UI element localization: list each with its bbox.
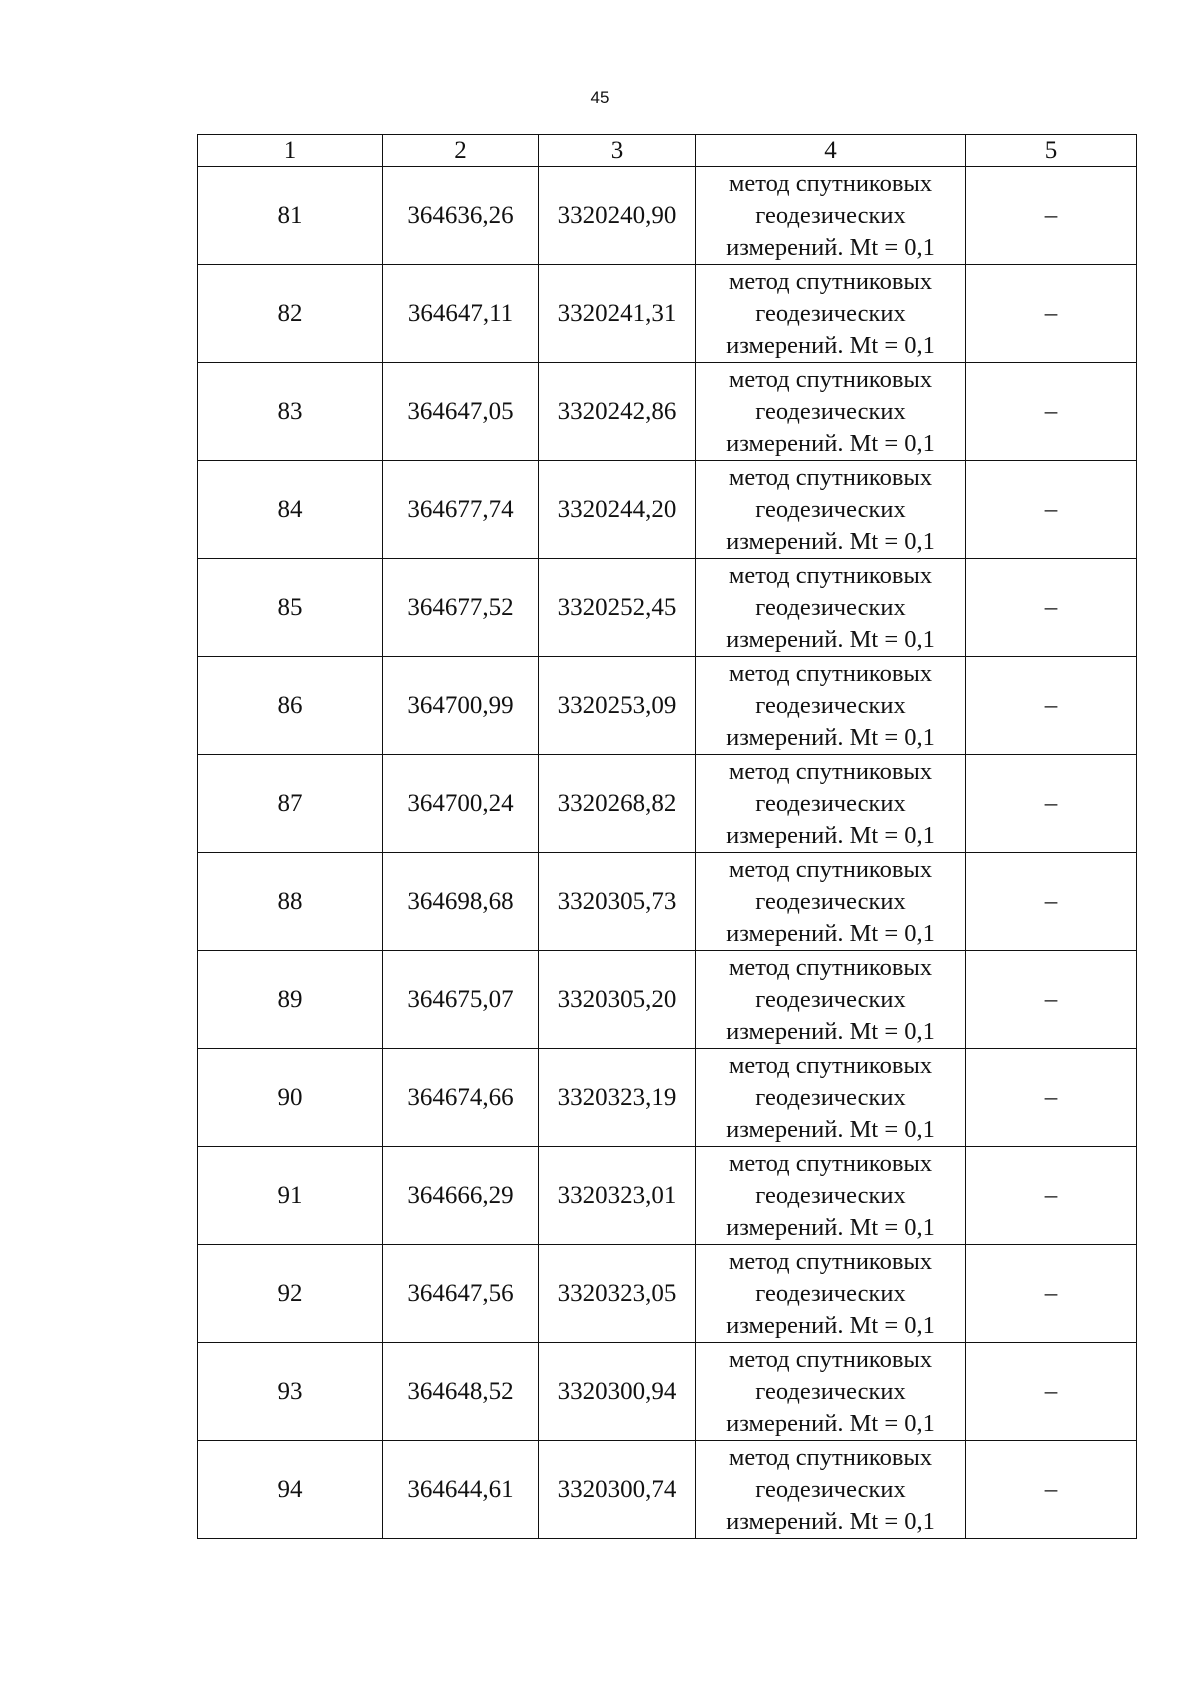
point-number-cell: 89 bbox=[198, 951, 383, 1049]
method-line: геодезических bbox=[755, 1181, 906, 1209]
header-cell-3: 3 bbox=[539, 135, 696, 167]
method-line: измерений. Mt = 0,1 bbox=[726, 625, 935, 653]
method-line: метод спутниковых bbox=[728, 169, 933, 197]
method-line: метод спутниковых bbox=[728, 1345, 933, 1373]
coordinate-y-cell: 3320300,94 bbox=[539, 1343, 696, 1441]
coordinates-table bbox=[197, 134, 1137, 1539]
coordinate-x-cell: 364700,24 bbox=[383, 755, 539, 853]
coordinate-y-cell: 3320241,31 bbox=[539, 265, 696, 363]
coordinate-y-cell: 3320268,82 bbox=[539, 755, 696, 853]
coordinate-y-cell: 3320323,05 bbox=[539, 1245, 696, 1343]
method-line: измерений. Mt = 0,1 bbox=[726, 233, 935, 261]
method-line: геодезических bbox=[755, 887, 906, 915]
method-line: геодезических bbox=[755, 1475, 906, 1503]
point-number-cell: 91 bbox=[198, 1147, 383, 1245]
method-line: метод спутниковых bbox=[728, 953, 933, 981]
method-line: измерений. Mt = 0,1 bbox=[726, 1409, 935, 1437]
method-cell bbox=[696, 167, 966, 265]
table-row bbox=[198, 951, 1137, 1049]
point-number-cell: 82 bbox=[198, 265, 383, 363]
table-row bbox=[198, 167, 1137, 265]
method-line: геодезических bbox=[755, 397, 906, 425]
method-line: метод спутниковых bbox=[728, 365, 933, 393]
method-line: измерений. Mt = 0,1 bbox=[726, 429, 935, 457]
method-line: измерений. Mt = 0,1 bbox=[726, 527, 935, 555]
method-line: измерений. Mt = 0,1 bbox=[726, 1115, 935, 1143]
method-cell bbox=[696, 363, 966, 461]
note-cell: – bbox=[966, 265, 1137, 363]
method-cell bbox=[696, 1147, 966, 1245]
table-row bbox=[198, 461, 1137, 559]
header-cell-4: 4 bbox=[696, 135, 966, 167]
coordinate-y-cell: 3320253,09 bbox=[539, 657, 696, 755]
method-cell bbox=[696, 853, 966, 951]
point-number-cell: 92 bbox=[198, 1245, 383, 1343]
method-cell bbox=[696, 1343, 966, 1441]
note-cell: – bbox=[966, 755, 1137, 853]
note-cell: – bbox=[966, 1147, 1137, 1245]
method-line: геодезических bbox=[755, 985, 906, 1013]
point-number-cell: 88 bbox=[198, 853, 383, 951]
point-number-cell: 86 bbox=[198, 657, 383, 755]
table-row bbox=[198, 1343, 1137, 1441]
header-cell-1: 1 bbox=[198, 135, 383, 167]
coordinate-y-cell: 3320323,01 bbox=[539, 1147, 696, 1245]
coordinate-x-cell: 364647,56 bbox=[383, 1245, 539, 1343]
header-cell-5: 5 bbox=[966, 135, 1137, 167]
method-cell bbox=[696, 1245, 966, 1343]
method-line: геодезических bbox=[755, 299, 906, 327]
coordinate-y-cell: 3320242,86 bbox=[539, 363, 696, 461]
coordinate-y-cell: 3320305,73 bbox=[539, 853, 696, 951]
coordinate-x-cell: 364700,99 bbox=[383, 657, 539, 755]
point-number-cell: 85 bbox=[198, 559, 383, 657]
method-line: измерений. Mt = 0,1 bbox=[726, 1507, 935, 1535]
point-number-cell: 87 bbox=[198, 755, 383, 853]
method-line: измерений. Mt = 0,1 bbox=[726, 919, 935, 947]
method-line: измерений. Mt = 0,1 bbox=[726, 1311, 935, 1339]
table-row bbox=[198, 1245, 1137, 1343]
coordinate-x-cell: 364674,66 bbox=[383, 1049, 539, 1147]
note-cell: – bbox=[966, 461, 1137, 559]
method-cell bbox=[696, 951, 966, 1049]
coordinate-y-cell: 3320323,19 bbox=[539, 1049, 696, 1147]
coordinate-x-cell: 364677,52 bbox=[383, 559, 539, 657]
method-line: измерений. Mt = 0,1 bbox=[726, 331, 935, 359]
method-line: измерений. Mt = 0,1 bbox=[726, 1017, 935, 1045]
note-cell: – bbox=[966, 167, 1137, 265]
table-row bbox=[198, 1147, 1137, 1245]
point-number-cell: 81 bbox=[198, 167, 383, 265]
table-row bbox=[198, 1049, 1137, 1147]
method-cell bbox=[696, 461, 966, 559]
header-row bbox=[198, 135, 1137, 167]
coordinate-x-cell: 364648,52 bbox=[383, 1343, 539, 1441]
note-cell: – bbox=[966, 363, 1137, 461]
coordinate-y-cell: 3320252,45 bbox=[539, 559, 696, 657]
coordinate-x-cell: 364647,11 bbox=[383, 265, 539, 363]
table-body bbox=[198, 167, 1137, 1539]
coordinate-y-cell: 3320305,20 bbox=[539, 951, 696, 1049]
method-line: геодезических bbox=[755, 1083, 906, 1111]
method-line: метод спутниковых bbox=[728, 659, 933, 687]
point-number-cell: 90 bbox=[198, 1049, 383, 1147]
table-row bbox=[198, 755, 1137, 853]
method-line: метод спутниковых bbox=[728, 1247, 933, 1275]
method-line: метод спутниковых bbox=[728, 1051, 933, 1079]
page-number: 45 bbox=[590, 88, 610, 107]
coordinate-x-cell: 364666,29 bbox=[383, 1147, 539, 1245]
method-line: геодезических bbox=[755, 789, 906, 817]
coordinate-y-cell: 3320244,20 bbox=[539, 461, 696, 559]
coordinate-y-cell: 3320240,90 bbox=[539, 167, 696, 265]
coordinate-x-cell: 364644,61 bbox=[383, 1441, 539, 1539]
coordinate-x-cell: 364647,05 bbox=[383, 363, 539, 461]
method-cell bbox=[696, 657, 966, 755]
coordinate-x-cell: 364677,74 bbox=[383, 461, 539, 559]
method-line: метод спутниковых bbox=[728, 463, 933, 491]
note-cell: – bbox=[966, 1441, 1137, 1539]
method-line: метод спутниковых bbox=[728, 1149, 933, 1177]
method-line: геодезических bbox=[755, 691, 906, 719]
method-cell bbox=[696, 1049, 966, 1147]
method-cell bbox=[696, 1441, 966, 1539]
coordinate-x-cell: 364636,26 bbox=[383, 167, 539, 265]
table-row bbox=[198, 363, 1137, 461]
table-header bbox=[198, 135, 1137, 167]
table-row bbox=[198, 1441, 1137, 1539]
table-row bbox=[198, 559, 1137, 657]
method-line: геодезических bbox=[755, 495, 906, 523]
method-line: измерений. Mt = 0,1 bbox=[726, 1213, 935, 1241]
note-cell: – bbox=[966, 1049, 1137, 1147]
note-cell: – bbox=[966, 951, 1137, 1049]
method-cell bbox=[696, 559, 966, 657]
note-cell: – bbox=[966, 1343, 1137, 1441]
method-line: геодезических bbox=[755, 593, 906, 621]
method-line: метод спутниковых bbox=[728, 855, 933, 883]
point-number-cell: 84 bbox=[198, 461, 383, 559]
table-row bbox=[198, 657, 1137, 755]
note-cell: – bbox=[966, 559, 1137, 657]
coordinate-y-cell: 3320300,74 bbox=[539, 1441, 696, 1539]
note-cell: – bbox=[966, 657, 1137, 755]
point-number-cell: 94 bbox=[198, 1441, 383, 1539]
point-number-cell: 93 bbox=[198, 1343, 383, 1441]
method-line: геодезических bbox=[755, 1279, 906, 1307]
point-number-cell: 83 bbox=[198, 363, 383, 461]
method-cell bbox=[696, 755, 966, 853]
method-line: измерений. Mt = 0,1 bbox=[726, 723, 935, 751]
method-line: геодезических bbox=[755, 1377, 906, 1405]
method-line: геодезических bbox=[755, 201, 906, 229]
method-line: метод спутниковых bbox=[728, 267, 933, 295]
coordinate-x-cell: 364698,68 bbox=[383, 853, 539, 951]
table-row bbox=[198, 265, 1137, 363]
method-line: метод спутниковых bbox=[728, 757, 933, 785]
method-line: измерений. Mt = 0,1 bbox=[726, 821, 935, 849]
table-row bbox=[198, 853, 1137, 951]
method-line: метод спутниковых bbox=[728, 561, 933, 589]
coordinate-x-cell: 364675,07 bbox=[383, 951, 539, 1049]
note-cell: – bbox=[966, 853, 1137, 951]
method-line: метод спутниковых bbox=[728, 1443, 933, 1471]
header-cell-2: 2 bbox=[383, 135, 539, 167]
note-cell: – bbox=[966, 1245, 1137, 1343]
method-cell bbox=[696, 265, 966, 363]
